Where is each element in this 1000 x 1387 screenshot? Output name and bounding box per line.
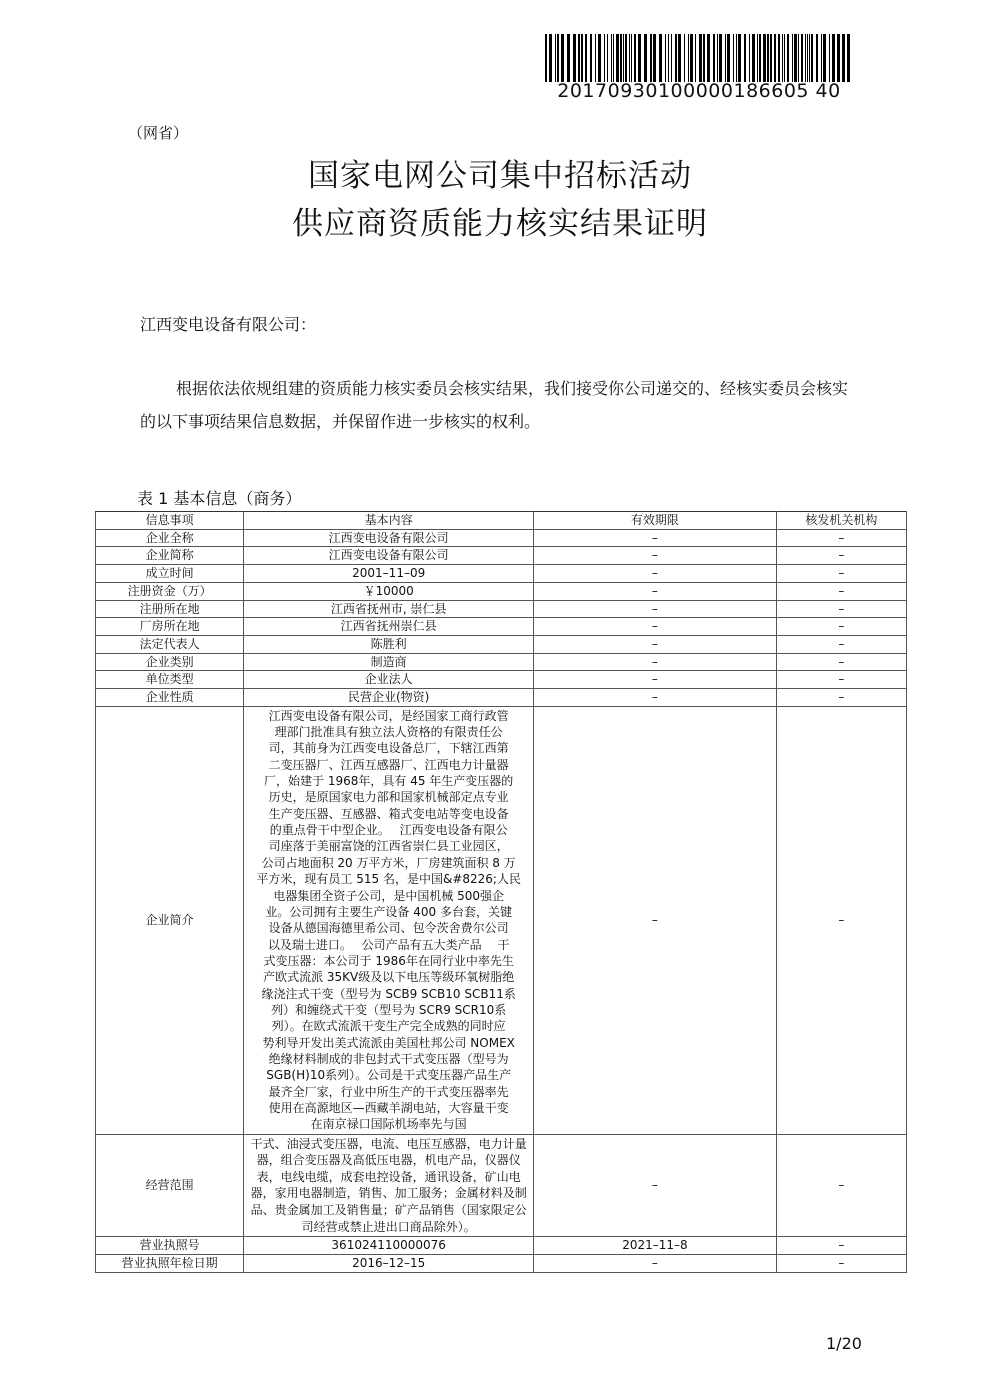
- barcode-bar: [816, 34, 818, 82]
- content-line: 列）和缠绕式干变（型号为 SCR9 SCR10系: [271, 1002, 507, 1017]
- table-cell: –: [534, 547, 777, 565]
- table-cell: 江西变电设备有限公司: [244, 547, 534, 565]
- barcode-bar: [782, 34, 783, 82]
- table-cell: –: [534, 529, 777, 547]
- barcode-bar: [567, 34, 570, 82]
- table-cell: –: [534, 671, 777, 689]
- barcode-bar: [623, 34, 624, 82]
- content-line: 电器集团全资子公司，是中国机械 500强企: [273, 888, 505, 903]
- table-cell: –: [534, 565, 777, 583]
- barcode-bar: [684, 34, 685, 82]
- row-label: 企业简介: [96, 706, 244, 1134]
- table-cell: 成立时间: [96, 565, 244, 583]
- table-caption: 表 1 基本信息（商务）: [137, 489, 302, 508]
- barcode-bar: [847, 34, 850, 82]
- barcode-bar: [678, 34, 681, 82]
- table-cell: 营业执照年检日期: [96, 1254, 244, 1272]
- content-line: 产欧式流派 35KV级及以下电压等级环氧树脂绝: [263, 970, 515, 985]
- table-cell: –: [776, 1237, 906, 1255]
- barcode-bar: [688, 34, 689, 82]
- table-cell: 2021–11–8: [534, 1237, 777, 1255]
- barcode-bar: [595, 34, 596, 82]
- barcode-bar: [752, 34, 755, 82]
- table-cell: –: [776, 653, 906, 671]
- barcode-bar: [719, 34, 722, 82]
- barcode-bar: [695, 34, 696, 82]
- barcode-bar: [763, 34, 766, 82]
- barcode-bar: [549, 34, 552, 82]
- table-cell: 企业全称: [96, 529, 244, 547]
- header-cell: 基本内容: [244, 512, 534, 530]
- table-cell: 361024110000076: [244, 1237, 534, 1255]
- table-cell: –: [776, 565, 906, 583]
- table-cell: –: [776, 635, 906, 653]
- content-line: 绝缘材料制成的非包封式干式变压器（型号为: [268, 1051, 509, 1066]
- table-row: [96, 1237, 907, 1255]
- document-title-line2: 供应商资质能力核实结果证明: [292, 206, 708, 242]
- content-line: 业。公司拥有主要生产设备 400 多台套，关键: [265, 904, 512, 919]
- content-line: SGB(H)10系列）。公司是干式变压器产品生产: [266, 1068, 512, 1083]
- barcode-bar: [757, 34, 758, 82]
- barcode-bar: [801, 34, 803, 82]
- table-cell: –: [776, 671, 906, 689]
- content-line: 的重点骨干中型企业。 江西变电设备有限公: [269, 823, 508, 838]
- barcode-bar: [581, 34, 583, 82]
- table-row: [96, 653, 907, 671]
- barcode-bar: [744, 34, 746, 82]
- content-line: 干式、油浸式变压器，电流、电压互感器，电: [250, 1136, 491, 1151]
- table-cell: 注册资金（万）: [96, 582, 244, 600]
- table-row: [96, 671, 907, 689]
- barcode-bar: [613, 34, 614, 82]
- barcode-bar: [767, 34, 769, 82]
- table-cell: 江西省抚州市, 崇仁县: [244, 600, 534, 618]
- content-line: 司座落于美丽富饶的江西省崇仁县工业园区，: [268, 839, 509, 854]
- table-cell: 江西省抚州崇仁县: [244, 618, 534, 636]
- barcode-bar: [604, 34, 605, 82]
- letter-body: 根据依法依规组建的资质能力核实委员会核实结果，我们接受你公司递交的、经核实委员会核实的以下事项结果信息数据，并保留作进一步核实的权利。: [140, 379, 849, 431]
- barcode-bar: [659, 34, 662, 82]
- barcode-bar: [690, 34, 693, 82]
- content-line: 历史，是原国家电力部和国家机械部定点专业: [268, 790, 509, 805]
- table-cell: –: [776, 689, 906, 707]
- authority-cell: –: [776, 706, 906, 1134]
- content-line: 二变压器厂、江西互感器厂、江西电力计量器: [268, 757, 509, 772]
- page-number: 1/20: [826, 1334, 862, 1353]
- validity-cell: –: [534, 1134, 777, 1237]
- table-cell: 注册所在地: [96, 600, 244, 618]
- table-cell: –: [534, 582, 777, 600]
- table-cell: –: [776, 529, 906, 547]
- table-header-row: [96, 512, 907, 530]
- table-row-scope: [96, 1134, 907, 1237]
- barcode-bar: [792, 34, 793, 82]
- barcode-bar: [629, 34, 630, 82]
- barcode-bar: [578, 34, 580, 82]
- header-cell: 信息事项: [96, 512, 244, 530]
- document-title-line1: 国家电网公司集中招标活动: [308, 158, 692, 194]
- table-cell: 企业简称: [96, 547, 244, 565]
- barcode-bar: [842, 34, 845, 82]
- content-line: 缘浇注式干变（型号为 SCB9 SCB10 SCB11系: [261, 986, 516, 1001]
- barcode-bar: [653, 34, 656, 82]
- table-row: [96, 635, 907, 653]
- barcode-bar: [837, 34, 840, 82]
- addressee: 江西变电设备有限公司：: [140, 315, 317, 334]
- barcode-bar: [823, 34, 826, 82]
- table-cell: 陈胜利: [244, 635, 534, 653]
- barcode-bar: [821, 34, 822, 82]
- content-line: 式变压器：本公司于 1986年在同行业中率先生: [263, 953, 514, 968]
- barcode-bar: [784, 34, 785, 82]
- content-line: 设备从德国海德里希公司、包令茨舍费尔公司: [268, 921, 509, 936]
- table-row: [96, 1254, 907, 1272]
- barcode-bar: [809, 34, 810, 82]
- barcode-bar: [675, 34, 677, 82]
- row-label: 经营范围: [96, 1134, 244, 1237]
- basic-info-table: [95, 511, 907, 1273]
- content-line: 司，其前身为江西变电设备总厂，下辖江西第: [268, 741, 509, 756]
- table-cell: –: [534, 600, 777, 618]
- barcode-bar: [644, 34, 647, 82]
- barcode-bar: [725, 34, 726, 82]
- barcode-bar: [631, 34, 632, 82]
- barcode-bar: [707, 34, 710, 82]
- table-cell: 营业执照号: [96, 1237, 244, 1255]
- table-row: [96, 600, 907, 618]
- table-cell: 企业法人: [244, 671, 534, 689]
- table-row: [96, 547, 907, 565]
- content-line: 势利导开发出美式流派由美国杜邦公司 NOMEX: [262, 1035, 515, 1050]
- table-row: [96, 618, 907, 636]
- barcode-bar: [733, 34, 734, 82]
- barcode-number: 20170930100000186605 40: [557, 80, 841, 102]
- table-cell: –: [776, 582, 906, 600]
- barcode-bar: [625, 34, 627, 82]
- barcode-bar: [573, 34, 576, 82]
- barcode-bar: [607, 34, 608, 82]
- content-line: 列）。在欧式流派干变生产完全成熟的同时应: [271, 1019, 506, 1034]
- profile-content: [244, 706, 534, 1134]
- table-row: [96, 529, 907, 547]
- table-cell: –: [534, 689, 777, 707]
- barcode-bar: [798, 34, 799, 82]
- barcode-bar: [561, 34, 564, 82]
- barcode-bar: [774, 34, 776, 82]
- table-cell: 制造商: [244, 653, 534, 671]
- table-cell: 民营企业(物资): [244, 689, 534, 707]
- barcode-bar: [638, 34, 641, 82]
- table-cell: 江西变电设备有限公司: [244, 529, 534, 547]
- barcode-bar: [555, 34, 556, 82]
- barcode-bar: [611, 34, 612, 82]
- barcode-bar: [727, 34, 730, 82]
- content-line: 讯设备，矿山电器，家用电器制造，销售、加: [250, 1169, 521, 1201]
- content-line: 厂，始建于 1968年，具有 45 年生产变压器的: [264, 774, 514, 789]
- content-line: 工服务；金属材料及制品、贵金属加工及销售: [250, 1186, 527, 1218]
- table-cell: –: [534, 618, 777, 636]
- barcode-bar: [829, 34, 830, 82]
- province-tag: （网省）: [128, 124, 189, 142]
- content-line: 以及瑞士进口。 公司产品有五大类产品 干: [267, 937, 510, 952]
- barcode: [545, 34, 853, 82]
- barcode-bar: [671, 34, 672, 82]
- barcode-bar: [585, 34, 587, 82]
- barcode-bar: [699, 34, 702, 82]
- table-cell: –: [776, 1254, 906, 1272]
- barcode-bar: [590, 34, 592, 82]
- table-cell: –: [776, 600, 906, 618]
- content-line: 平方米，现有员工 515 名，是中国&#8226;人民: [256, 872, 521, 887]
- content-line: 出口商品除外）。: [385, 1219, 476, 1234]
- content-line: 公司占地面积 20 万平方米，厂房建筑面积 8 万: [261, 855, 516, 870]
- scope-content: [244, 1134, 534, 1237]
- barcode-bar: [749, 34, 750, 82]
- table-cell: 2016–12–15: [244, 1254, 534, 1272]
- table-cell: 单位类型: [96, 671, 244, 689]
- barcode-bar: [805, 34, 806, 82]
- table-cell: 厂房所在地: [96, 618, 244, 636]
- content-line: 理部门批准具有独立法人资格的有限责任公: [274, 725, 503, 740]
- barcode-bar: [778, 34, 780, 82]
- table-row-profile: [96, 706, 907, 1134]
- table-cell: 企业性质: [96, 689, 244, 707]
- barcode-bar: [759, 34, 761, 82]
- barcode-bar: [703, 34, 705, 82]
- barcode-bar: [620, 34, 622, 82]
- barcode-bar: [665, 34, 666, 82]
- table-row: [96, 689, 907, 707]
- barcode-bar: [713, 34, 715, 82]
- barcode-bar: [811, 34, 813, 82]
- content-line: 品，仪器仪表，电线电缆，成套电控设备，通: [256, 1153, 521, 1184]
- content-line: 力计量器，组合变压器及高低压电器，机电产: [256, 1136, 527, 1168]
- barcode-bar: [807, 34, 808, 82]
- barcode-bar: [545, 34, 547, 82]
- barcode-bar: [787, 34, 789, 82]
- table-cell: 企业类别: [96, 653, 244, 671]
- table-row: [96, 565, 907, 583]
- barcode-bar: [616, 34, 619, 82]
- barcode-bar: [832, 34, 835, 82]
- table-cell: –: [776, 618, 906, 636]
- barcode-bar: [794, 34, 797, 82]
- table-cell: –: [534, 1254, 777, 1272]
- table-cell: ￥10000: [244, 582, 534, 600]
- barcode-bar: [650, 34, 652, 82]
- table-cell: 2001–11–09: [244, 565, 534, 583]
- authority-cell: –: [776, 1134, 906, 1237]
- barcode-bar: [598, 34, 601, 82]
- content-line: 最齐全厂家，行业中所生产的干式变压器率先: [268, 1084, 509, 1099]
- table-cell: –: [534, 653, 777, 671]
- content-line: 量；矿产品销售（国家限定公司经营或禁止进: [301, 1203, 527, 1234]
- table-cell: –: [534, 635, 777, 653]
- header-cell: 有效期限: [534, 512, 777, 530]
- table-cell: 法定代表人: [96, 635, 244, 653]
- content-line: 使用在高源地区—西藏羊湖电站，大容量干变: [268, 1100, 509, 1115]
- barcode-bar: [557, 34, 559, 82]
- barcode-bar: [770, 34, 772, 82]
- content-line: 在南京禄口国际机场率先与国: [310, 1117, 467, 1132]
- barcode-bar: [738, 34, 741, 82]
- content-line: 江西变电设备有限公司，是经国家工商行政管: [268, 708, 509, 723]
- validity-cell: –: [534, 706, 777, 1134]
- header-cell: 核发机关机构: [776, 512, 906, 530]
- table-row: [96, 582, 907, 600]
- table-cell: –: [776, 547, 906, 565]
- barcode-bar: [668, 34, 669, 82]
- barcode-bar: [736, 34, 737, 82]
- barcode-bar: [717, 34, 718, 82]
- content-line: 生产变压器、互感器、箱式变电站等变电设备: [268, 806, 509, 821]
- barcode-bar: [634, 34, 636, 82]
